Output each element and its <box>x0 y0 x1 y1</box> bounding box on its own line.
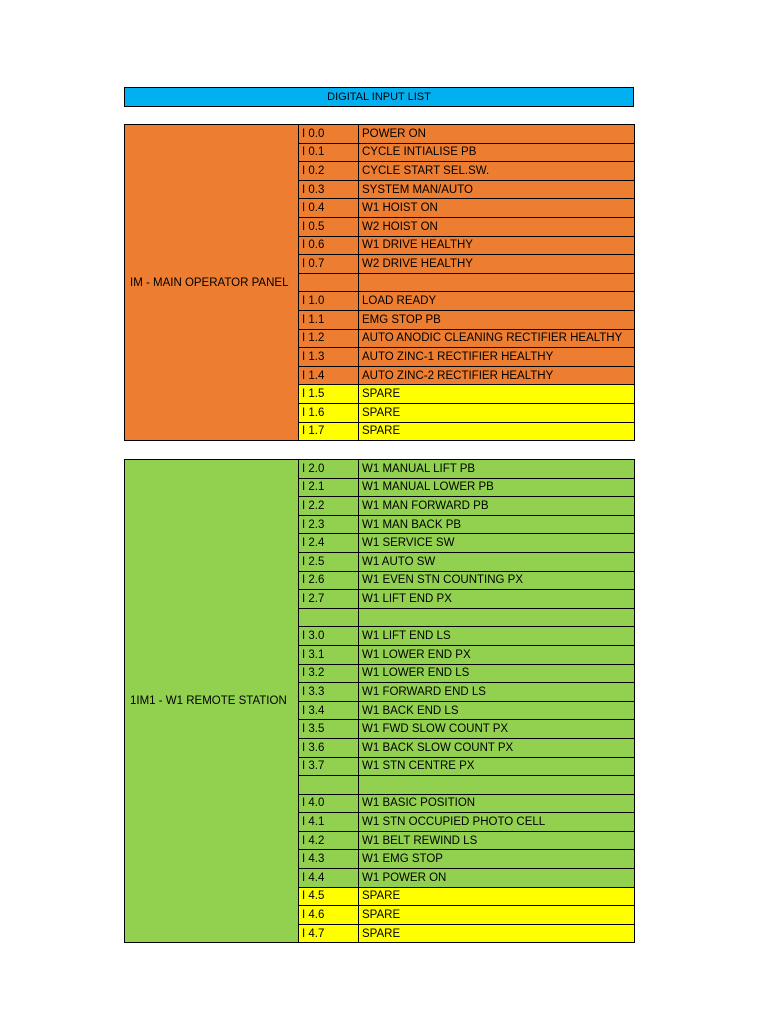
input-address: I 4.6 <box>299 906 359 925</box>
input-address: I 1.1 <box>299 310 359 329</box>
input-description: W1 BASIC POSITION <box>359 794 635 813</box>
input-address: I 2.6 <box>299 571 359 590</box>
input-address: I 3.2 <box>299 664 359 683</box>
table-row <box>125 460 635 479</box>
input-description: W1 BELT REWIND LS <box>359 831 635 850</box>
input-address: I 4.3 <box>299 850 359 869</box>
spare-description: SPARE <box>359 422 635 441</box>
table-row <box>125 125 635 144</box>
input-description: W1 LOWER END PX <box>359 645 635 664</box>
input-address: I 1.5 <box>299 385 359 404</box>
input-description: AUTO ZINC-1 RECTIFIER HEALTHY <box>359 348 635 367</box>
input-description: W1 LOWER END LS <box>359 664 635 683</box>
input-description: W1 MANUAL LIFT PB <box>359 460 635 479</box>
input-address: I 4.5 <box>299 887 359 906</box>
input-address: I 0.5 <box>299 217 359 236</box>
input-description: W1 FORWARD END LS <box>359 683 635 702</box>
input-address: I 2.5 <box>299 552 359 571</box>
input-address: I 0.6 <box>299 236 359 255</box>
main-operator-panel-table <box>124 124 635 441</box>
input-description: AUTO ZINC-2 RECTIFIER HEALTHY <box>359 366 635 385</box>
input-address: I 2.2 <box>299 497 359 516</box>
input-description: W1 AUTO SW <box>359 552 635 571</box>
input-description: EMG STOP PB <box>359 310 635 329</box>
input-description: CYCLE START SEL.SW. <box>359 162 635 181</box>
input-description: W2 HOIST ON <box>359 217 635 236</box>
input-description: W1 SERVICE SW <box>359 534 635 553</box>
input-description <box>359 608 635 627</box>
input-address: I 1.6 <box>299 403 359 422</box>
input-description: POWER ON <box>359 125 635 144</box>
input-address: I 2.3 <box>299 515 359 534</box>
input-address: I 4.7 <box>299 924 359 943</box>
input-address: I 4.0 <box>299 794 359 813</box>
input-description: W1 STN OCCUPIED PHOTO CELL <box>359 813 635 832</box>
input-description: W1 MANUAL LOWER PB <box>359 478 635 497</box>
input-address: I 2.0 <box>299 460 359 479</box>
input-address: I 1.2 <box>299 329 359 348</box>
input-description: LOAD READY <box>359 292 635 311</box>
input-description: W1 BACK END LS <box>359 701 635 720</box>
input-description: AUTO ANODIC CLEANING RECTIFIER HEALTHY <box>359 329 635 348</box>
input-address: I 0.2 <box>299 162 359 181</box>
input-address: I 0.1 <box>299 143 359 162</box>
group-label: IM - MAIN OPERATOR PANEL <box>125 125 299 441</box>
input-description: W1 EMG STOP <box>359 850 635 869</box>
input-description: W2 DRIVE HEALTHY <box>359 255 635 274</box>
input-description: CYCLE INTIALISE PB <box>359 143 635 162</box>
input-address: I 3.4 <box>299 701 359 720</box>
input-description: W1 EVEN STN COUNTING PX <box>359 571 635 590</box>
spare-description: SPARE <box>359 906 635 925</box>
input-address: I 0.4 <box>299 199 359 218</box>
group-label: 1IM1 - W1 REMOTE STATION <box>125 460 299 943</box>
input-address: I 4.1 <box>299 813 359 832</box>
input-address: I 3.1 <box>299 645 359 664</box>
input-description: W1 MAN FORWARD PB <box>359 497 635 516</box>
input-address: I 4.2 <box>299 831 359 850</box>
input-description: W1 LIFT END LS <box>359 627 635 646</box>
input-description: W1 MAN BACK PB <box>359 515 635 534</box>
input-description: W1 STN CENTRE PX <box>359 757 635 776</box>
w1-remote-station-table <box>124 459 635 943</box>
sheet-title <box>124 87 634 107</box>
input-description: W1 FWD SLOW COUNT PX <box>359 720 635 739</box>
input-address: I 0.0 <box>299 125 359 144</box>
spare-description: SPARE <box>359 385 635 404</box>
input-address: I 2.1 <box>299 478 359 497</box>
input-description: W1 DRIVE HEALTHY <box>359 236 635 255</box>
input-description: W1 HOIST ON <box>359 199 635 218</box>
input-address: I 2.4 <box>299 534 359 553</box>
input-description: W1 BACK SLOW COUNT PX <box>359 738 635 757</box>
input-description: W1 LIFT END PX <box>359 590 635 609</box>
spare-description: SPARE <box>359 403 635 422</box>
input-address: I 1.3 <box>299 348 359 367</box>
input-address: I 3.6 <box>299 738 359 757</box>
input-description: SYSTEM MAN/AUTO <box>359 180 635 199</box>
input-address: I 1.0 <box>299 292 359 311</box>
input-address <box>299 273 359 292</box>
input-address <box>299 608 359 627</box>
input-address: I 3.0 <box>299 627 359 646</box>
input-address: I 3.5 <box>299 720 359 739</box>
input-address: I 4.4 <box>299 869 359 888</box>
input-address: I 3.3 <box>299 683 359 702</box>
input-address: I 2.7 <box>299 590 359 609</box>
spare-description: SPARE <box>359 924 635 943</box>
input-address <box>299 776 359 795</box>
input-description <box>359 273 635 292</box>
input-description: W1 POWER ON <box>359 869 635 888</box>
spare-description: SPARE <box>359 887 635 906</box>
sheet-title-text: DIGITAL INPUT LIST <box>327 91 431 103</box>
input-address: I 0.7 <box>299 255 359 274</box>
input-address: I 1.7 <box>299 422 359 441</box>
input-address: I 1.4 <box>299 366 359 385</box>
input-address: I 3.7 <box>299 757 359 776</box>
input-address: I 0.3 <box>299 180 359 199</box>
input-description <box>359 776 635 795</box>
